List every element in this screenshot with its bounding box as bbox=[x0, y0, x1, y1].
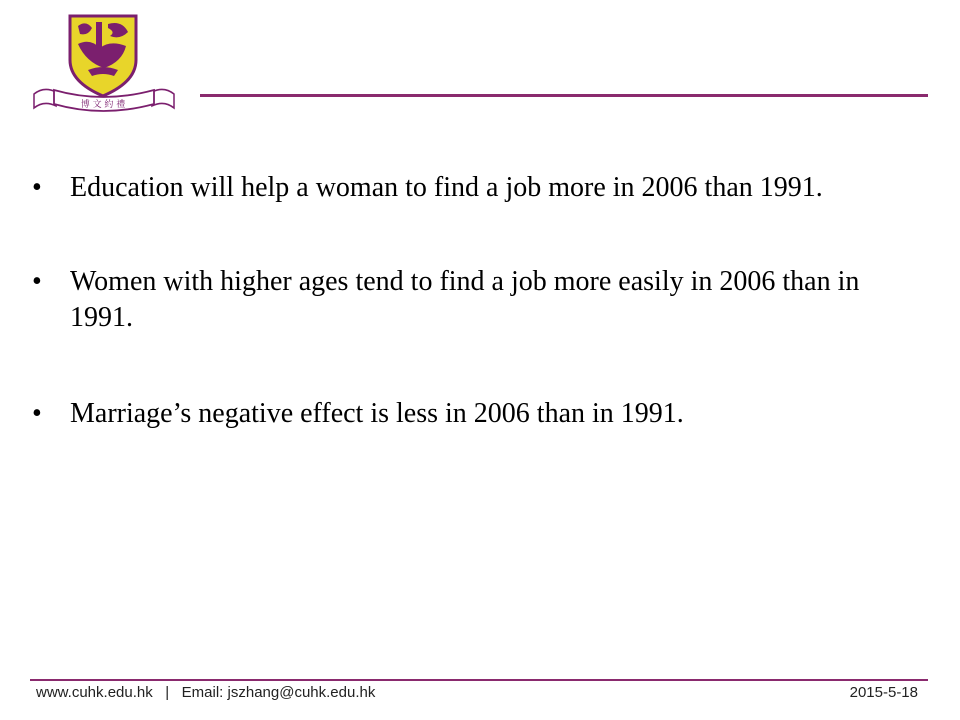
bullet-marker: • bbox=[32, 266, 42, 297]
bullet-marker: • bbox=[32, 398, 42, 429]
bullet-text: Education will help a woman to find a job more in 2006 than 1991. bbox=[70, 172, 823, 203]
bullet-marker: • bbox=[32, 172, 42, 203]
footer-date: 2015-5-18 bbox=[849, 684, 918, 701]
bullet-item bbox=[32, 396, 912, 432]
header-rule bbox=[200, 94, 928, 97]
bullet-item bbox=[32, 264, 912, 336]
bullet-item bbox=[32, 170, 912, 206]
footer-separator: | bbox=[165, 684, 170, 701]
footer-contact bbox=[36, 684, 375, 701]
bullet-text: Women with higher ages tend to find a job more easily in 2006 than in 1991. bbox=[70, 266, 860, 333]
crest-motto: 博 文 約 禮 bbox=[80, 100, 126, 110]
university-logo bbox=[30, 10, 178, 116]
footer bbox=[30, 684, 928, 708]
footer-email-link[interactable]: Email: jszhang@cuhk.edu.hk bbox=[181, 684, 376, 701]
university-crest-icon bbox=[30, 10, 178, 116]
footer-website-link[interactable]: www.cuhk.edu.hk bbox=[36, 684, 153, 701]
footer-rule bbox=[30, 679, 928, 681]
bullet-list bbox=[32, 170, 912, 432]
bullet-text: Marriage’s negative effect is less in 2006 than in 1991. bbox=[70, 398, 684, 429]
